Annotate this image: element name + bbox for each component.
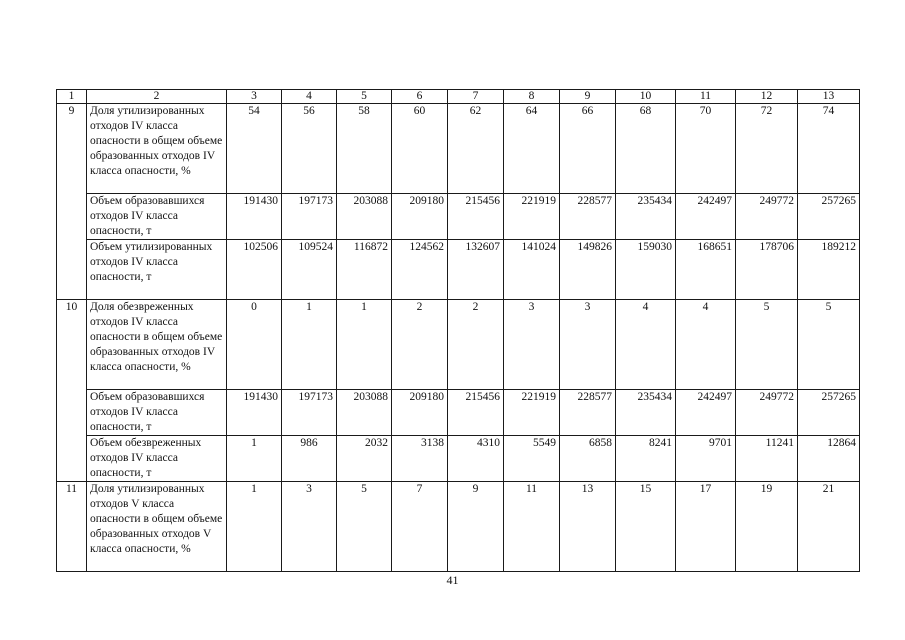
indicator-value: 4 <box>616 300 676 390</box>
indicator-value: 986 <box>282 436 337 482</box>
indicator-value: 64 <box>504 104 560 194</box>
indicator-value: 13 <box>560 482 616 572</box>
indicator-value: 3 <box>504 300 560 390</box>
indicator-value: 21 <box>798 482 860 572</box>
column-number: 8 <box>504 90 560 104</box>
indicator-value: 257265 <box>798 194 860 240</box>
indicator-value: 242497 <box>676 194 736 240</box>
table-row <box>57 482 860 572</box>
indicator-value: 2 <box>448 300 504 390</box>
indicator-value: 189212 <box>798 240 860 300</box>
indicator-value: 1 <box>227 482 282 572</box>
indicator-value: 17 <box>676 482 736 572</box>
indicator-value: 124562 <box>392 240 448 300</box>
indicator-value: 141024 <box>504 240 560 300</box>
indicator-value: 12864 <box>798 436 860 482</box>
indicator-value: 109524 <box>282 240 337 300</box>
indicator-value: 257265 <box>798 390 860 436</box>
indicator-value: 2032 <box>337 436 392 482</box>
indicator-value: 9701 <box>676 436 736 482</box>
column-number: 9 <box>560 90 616 104</box>
indicator-value: 60 <box>392 104 448 194</box>
column-number: 12 <box>736 90 798 104</box>
column-number: 5 <box>337 90 392 104</box>
indicator-value: 11241 <box>736 436 798 482</box>
column-number: 13 <box>798 90 860 104</box>
indicator-name: Доля обезвреженных отходов IV класса опасности в общем объеме образованных отходов IV класса опасности, % <box>87 300 227 390</box>
indicator-value: 249772 <box>736 390 798 436</box>
indicator-value: 56 <box>282 104 337 194</box>
indicator-value: 1 <box>227 436 282 482</box>
column-number: 6 <box>392 90 448 104</box>
indicator-value: 19 <box>736 482 798 572</box>
indicator-value: 197173 <box>282 390 337 436</box>
indicator-value: 9 <box>448 482 504 572</box>
indicator-value: 5549 <box>504 436 560 482</box>
indicator-value: 6858 <box>560 436 616 482</box>
row-number: 11 <box>57 482 87 572</box>
indicator-value: 4 <box>676 300 736 390</box>
indicator-value: 1 <box>337 300 392 390</box>
indicator-value: 54 <box>227 104 282 194</box>
indicator-value: 74 <box>798 104 860 194</box>
indicator-value: 159030 <box>616 240 676 300</box>
indicator-name: Объем образовавшихся отходов IV класса опасности, т <box>87 390 227 436</box>
table-row <box>57 240 860 300</box>
indicator-value: 249772 <box>736 194 798 240</box>
indicator-value: 5 <box>798 300 860 390</box>
indicator-value: 209180 <box>392 390 448 436</box>
indicator-value: 221919 <box>504 390 560 436</box>
table-row <box>57 300 860 390</box>
indicator-name: Доля утилизированных отходов V класса опасности в общем объеме образованных отходов V класса опасности, % <box>87 482 227 572</box>
indicator-name: Объем образовавшихся отходов IV класса опасности, т <box>87 194 227 240</box>
indicator-value: 235434 <box>616 194 676 240</box>
indicator-value: 228577 <box>560 390 616 436</box>
indicator-value: 203088 <box>337 390 392 436</box>
column-number: 3 <box>227 90 282 104</box>
indicator-value: 15 <box>616 482 676 572</box>
indicator-value: 191430 <box>227 194 282 240</box>
indicator-value: 5 <box>736 300 798 390</box>
column-number-row <box>57 90 860 104</box>
indicator-value: 116872 <box>337 240 392 300</box>
indicator-value: 242497 <box>676 390 736 436</box>
indicator-value: 11 <box>504 482 560 572</box>
indicator-value: 235434 <box>616 390 676 436</box>
table-row <box>57 436 860 482</box>
indicator-value: 3138 <box>392 436 448 482</box>
indicator-value: 70 <box>676 104 736 194</box>
indicator-value: 215456 <box>448 194 504 240</box>
indicator-value: 66 <box>560 104 616 194</box>
column-number: 1 <box>57 90 87 104</box>
indicator-value: 8241 <box>616 436 676 482</box>
indicator-value: 68 <box>616 104 676 194</box>
indicator-value: 7 <box>392 482 448 572</box>
indicator-value: 102506 <box>227 240 282 300</box>
indicator-value: 5 <box>337 482 392 572</box>
indicator-value: 4310 <box>448 436 504 482</box>
table-row <box>57 194 860 240</box>
indicator-value: 168651 <box>676 240 736 300</box>
row-number: 9 <box>57 104 87 300</box>
indicator-value: 3 <box>282 482 337 572</box>
row-number: 10 <box>57 300 87 482</box>
indicator-value: 197173 <box>282 194 337 240</box>
indicators-table <box>56 89 860 572</box>
indicator-value: 228577 <box>560 194 616 240</box>
indicator-name: Объем утилизированных отходов IV класса опасности, т <box>87 240 227 300</box>
indicator-value: 62 <box>448 104 504 194</box>
indicator-value: 209180 <box>392 194 448 240</box>
indicator-value: 215456 <box>448 390 504 436</box>
column-number: 11 <box>676 90 736 104</box>
indicator-value: 149826 <box>560 240 616 300</box>
column-number: 4 <box>282 90 337 104</box>
indicator-value: 3 <box>560 300 616 390</box>
indicator-name: Доля утилизированных отходов IV класса опасности в общем объеме образованных отходов IV класса опасности, % <box>87 104 227 194</box>
indicator-name: Объем обезвреженных отходов IV класса опасности, т <box>87 436 227 482</box>
indicator-value: 58 <box>337 104 392 194</box>
indicator-value: 132607 <box>448 240 504 300</box>
column-number: 2 <box>87 90 227 104</box>
table-row <box>57 390 860 436</box>
indicator-value: 1 <box>282 300 337 390</box>
indicator-value: 221919 <box>504 194 560 240</box>
indicator-value: 191430 <box>227 390 282 436</box>
indicator-value: 72 <box>736 104 798 194</box>
column-number: 7 <box>448 90 504 104</box>
indicator-value: 2 <box>392 300 448 390</box>
indicator-value: 0 <box>227 300 282 390</box>
indicator-value: 178706 <box>736 240 798 300</box>
column-number: 10 <box>616 90 676 104</box>
page-number: 41 <box>446 573 459 587</box>
table-row <box>57 104 860 194</box>
indicator-value: 203088 <box>337 194 392 240</box>
